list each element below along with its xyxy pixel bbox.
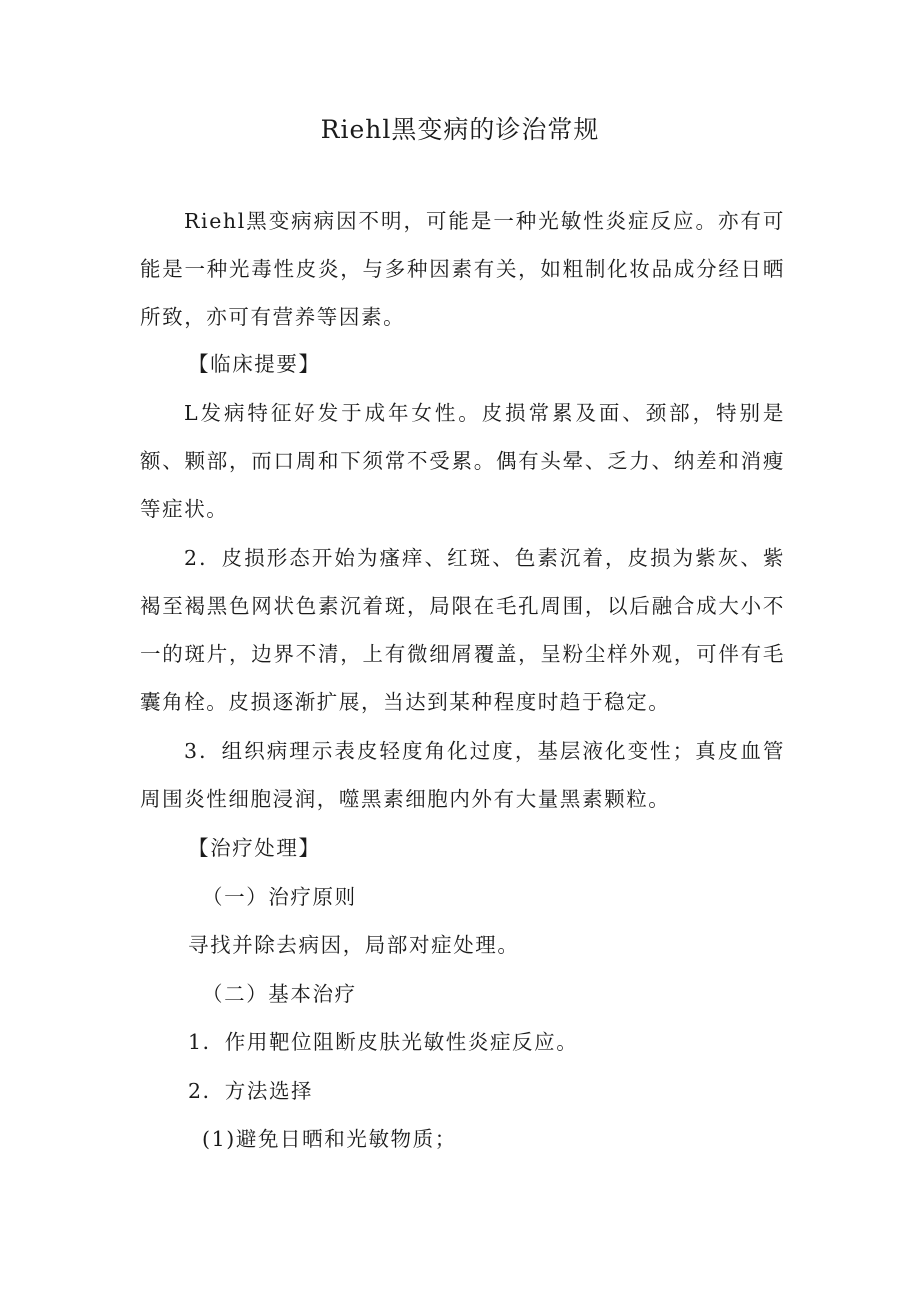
clinical-item-3: 3．组织病理示表皮轻度角化过度，基层液化变性；真皮血管周围炎性细胞浸润，噬黑素细胞内外有大量黑素颗粒。 xyxy=(140,739,785,811)
intro-paragraph: Riehl黑变病病因不明，可能是一种光敏性炎症反应。亦有可能是一种光毒性皮炎，与多种因素有关，如粗制化妆品成分经日晒所致，亦可有营养等因素。 xyxy=(140,209,785,329)
clinical-item-1: L发病特征好发于成年女性。皮损常累及面、颈部，特别是额、颗部，而口周和下须常不受累。偶有头晕、乏力、纳差和消瘦等症状。 xyxy=(140,401,785,521)
principle-text: 寻找并除去病因，局部对症处理。 xyxy=(188,933,520,957)
basic-item-2: 2．方法选择 xyxy=(188,1079,314,1103)
clinical-item-2: 2．皮损形态开始为瘙痒、红斑、色素沉着，皮损为紫灰、紫褐至褐黑色网状色素沉着斑，局限在毛孔周围，以后融合成大小不一的斑片，边界不清，上有微细屑覆盖，呈粉尘样外观，可伴有毛囊角栓。皮损逐渐扩展，当达到某种程度时趋于稳定。 xyxy=(140,546,785,714)
principle-heading: （一）治疗原则 xyxy=(202,885,357,909)
section-heading-clinical: 【临床提要】 xyxy=(188,352,321,376)
basic-item-2-1: (1)避免日晒和光敏物质； xyxy=(202,1127,457,1151)
basic-item-1: 1．作用靶位阻断皮肤光敏性炎症反应。 xyxy=(188,1030,579,1054)
basic-treatment-heading: （二）基本治疗 xyxy=(202,982,357,1006)
document-title: Riehl黑变病的诊治常规 xyxy=(320,115,600,144)
section-heading-treatment: 【治疗处理】 xyxy=(188,836,321,860)
